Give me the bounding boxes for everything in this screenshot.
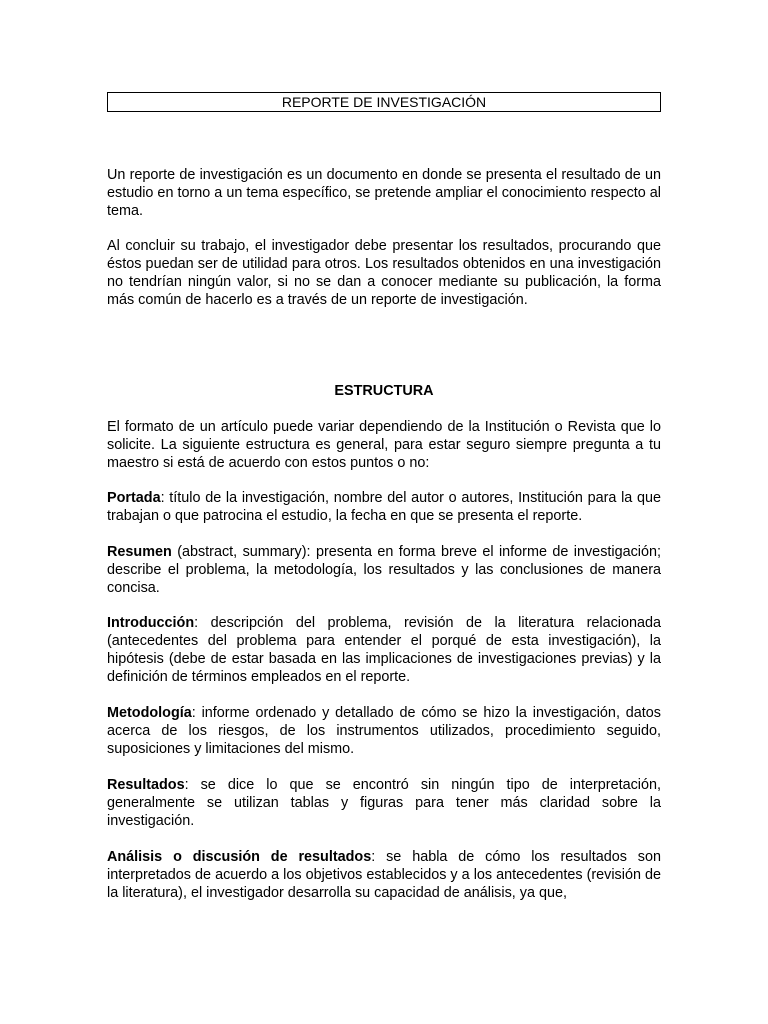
intro-paragraph-2: Al concluir su trabajo, el investigador debe presentar los resultados, procurando que éstos puedan ser de utilidad para otros. Los resultados obtenidos en una investigación no tendrían ningún valor, si no se dan a conocer mediante su publicación, la forma más común de hacerlo es a través de un reporte de investigación. bbox=[107, 238, 661, 308]
section-term: Resumen bbox=[107, 544, 172, 560]
section-resultados bbox=[107, 776, 661, 830]
section-portada bbox=[107, 489, 661, 525]
section-heading: ESTRUCTURA bbox=[334, 383, 434, 399]
document-title: REPORTE DE INVESTIGACIÓN bbox=[107, 92, 661, 112]
structure-intro-paragraph: El formato de un artículo puede variar dependiendo de la Institución o Revista que lo solicite. La siguiente estructura es general, para estar seguro siempre pregunta a tu maestro si está de acuerdo con estos puntos o no: bbox=[107, 419, 661, 471]
intro-paragraph-1: Un reporte de investigación es un documento en donde se presenta el resultado de un estudio en torno a un tema específico, se pretende ampliar el conocimiento respecto al tema. bbox=[107, 167, 661, 219]
section-term: Introducción bbox=[107, 615, 195, 631]
section-introduccion bbox=[107, 614, 661, 686]
section-text: : título de la investigación, nombre del autor o autores, Institución para la que trabajan o que patrocina el estudio, la fecha en que se presenta el reporte. bbox=[107, 490, 661, 524]
section-term: Resultados bbox=[107, 777, 185, 793]
section-text: (abstract, summary): presenta en forma breve el informe de investigación; describe el problema, la metodología, los resultados y las conclusiones de manera concisa. bbox=[107, 544, 661, 596]
section-metodologia bbox=[107, 704, 661, 758]
section-text: : descripción del problema, revisión de la literatura relacionada (antecedentes del problema para entender el porqué de esta investigación), la hipótesis (debe de estar basada en las implicaciones de investigaciones previas) y la definición de términos empleados en el reporte. bbox=[107, 615, 661, 685]
section-text: : se dice lo que se encontró sin ningún tipo de interpretación, generalmente se utilizan tablas y figuras para tener más claridad sobre la investigación. bbox=[107, 777, 661, 829]
section-term: Portada bbox=[107, 490, 161, 506]
section-resumen bbox=[107, 543, 661, 597]
section-text: : se habla de cómo los resultados son interpretados de acuerdo a los objetivos establecidos y a los antecedentes (revisión de la literatura), el investigador desarrolla su capacidad de análisis, ya que, bbox=[107, 849, 661, 901]
section-term: Análisis o discusión de resultados bbox=[107, 849, 372, 865]
section-analisis bbox=[107, 848, 661, 902]
section-text: : informe ordenado y detallado de cómo se hizo la investigación, datos acerca de los riesgos, de los instrumentos utilizados, procedimiento seguido, suposiciones y limitaciones del mismo. bbox=[107, 705, 661, 757]
section-term: Metodología bbox=[107, 705, 192, 721]
